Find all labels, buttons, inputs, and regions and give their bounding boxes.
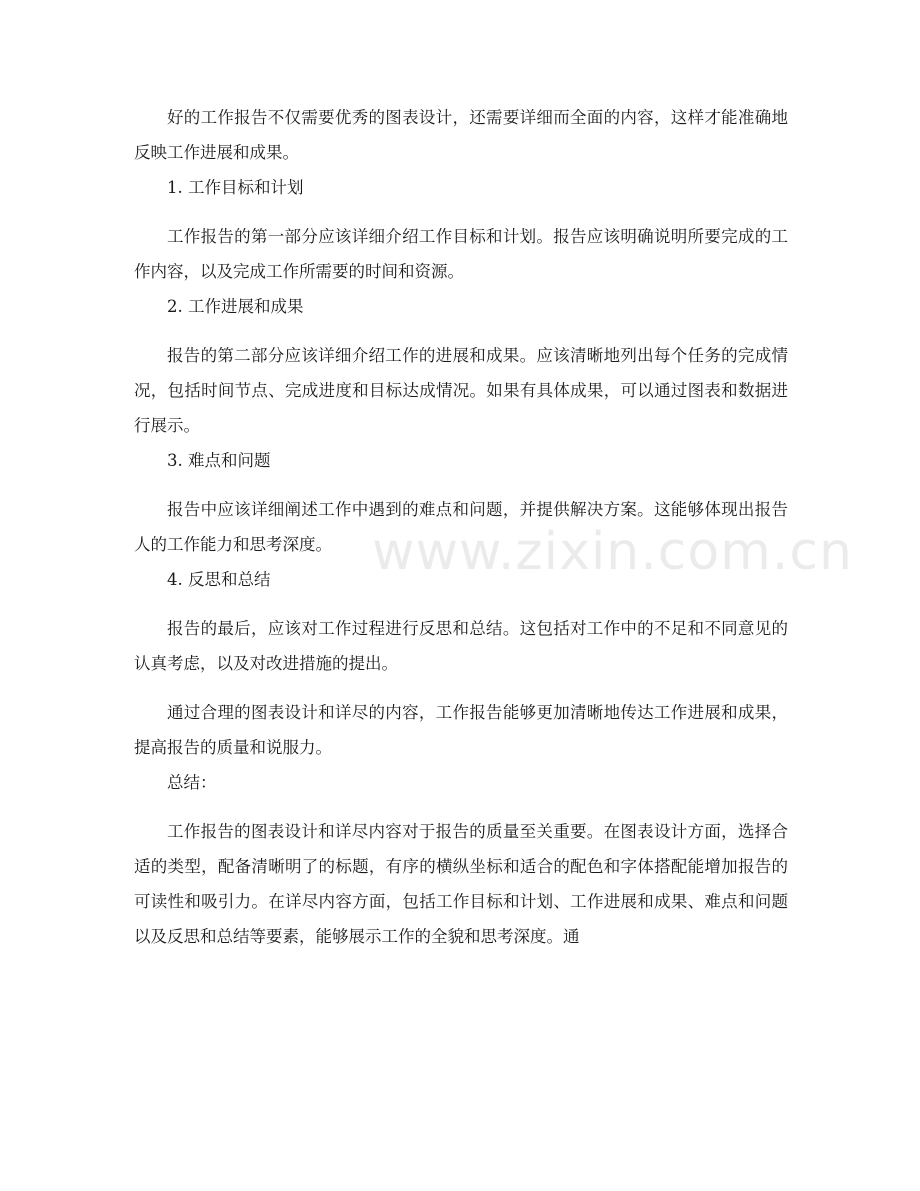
reflection-paragraph: 报告的最后，应该对工作过程进行反思和总结。这包括对工作中的不足和不同意见的认真考虑，以及对改进措施的提出。 bbox=[134, 619, 788, 673]
intro-paragraph: 好的工作报告不仅需要优秀的图表设计，还需要详细而全面的内容，这样才能准确地反映工作进展和成果。 bbox=[134, 108, 788, 162]
section-heading-difficulties: 3. 难点和问题 bbox=[167, 451, 271, 470]
goals-paragraph: 工作报告的第一部分应该详细介绍工作目标和计划。报告应该明确说明所要完成的工作内容，以及完成工作所需要的时间和资源。 bbox=[134, 227, 788, 281]
section-heading-goals: 1. 工作目标和计划 bbox=[167, 178, 304, 197]
difficulties-paragraph: 报告中应该详细阐述工作中遇到的难点和问题，并提供解决方案。这能够体现出报告人的工作能力和思考深度。 bbox=[134, 500, 788, 554]
section-heading-progress: 2. 工作进展和成果 bbox=[167, 297, 304, 316]
section-heading-reflection: 4. 反思和总结 bbox=[167, 570, 271, 589]
summary-heading: 总结： bbox=[167, 773, 217, 792]
progress-paragraph: 报告的第二部分应该详细介绍工作的进展和成果。应该清晰地列出每个任务的完成情况，包括时间节点、完成进度和目标达成情况。如果有具体成果，可以通过图表和数据进行展示。 bbox=[134, 346, 788, 435]
document-body bbox=[134, 100, 788, 954]
conclusion-paragraph: 通过合理的图表设计和详尽的内容，工作报告能够更加清晰地传达工作进展和成果，提高报告的质量和说服力。 bbox=[134, 703, 788, 757]
watermark-text: www.zixin.com.cn bbox=[372, 522, 853, 582]
summary-paragraph: 工作报告的图表设计和详尽内容对于报告的质量至关重要。在图表设计方面，选择合适的类型，配备清晰明了的标题，有序的横纵坐标和适合的配色和字体搭配能增加报告的可读性和吸引力。在详尽内容方面，包括工作目标和计划、工作进展和成果、难点和问题以及反思和总结等要素，能够展示工作的全貌和思考深度。通 bbox=[134, 822, 788, 946]
